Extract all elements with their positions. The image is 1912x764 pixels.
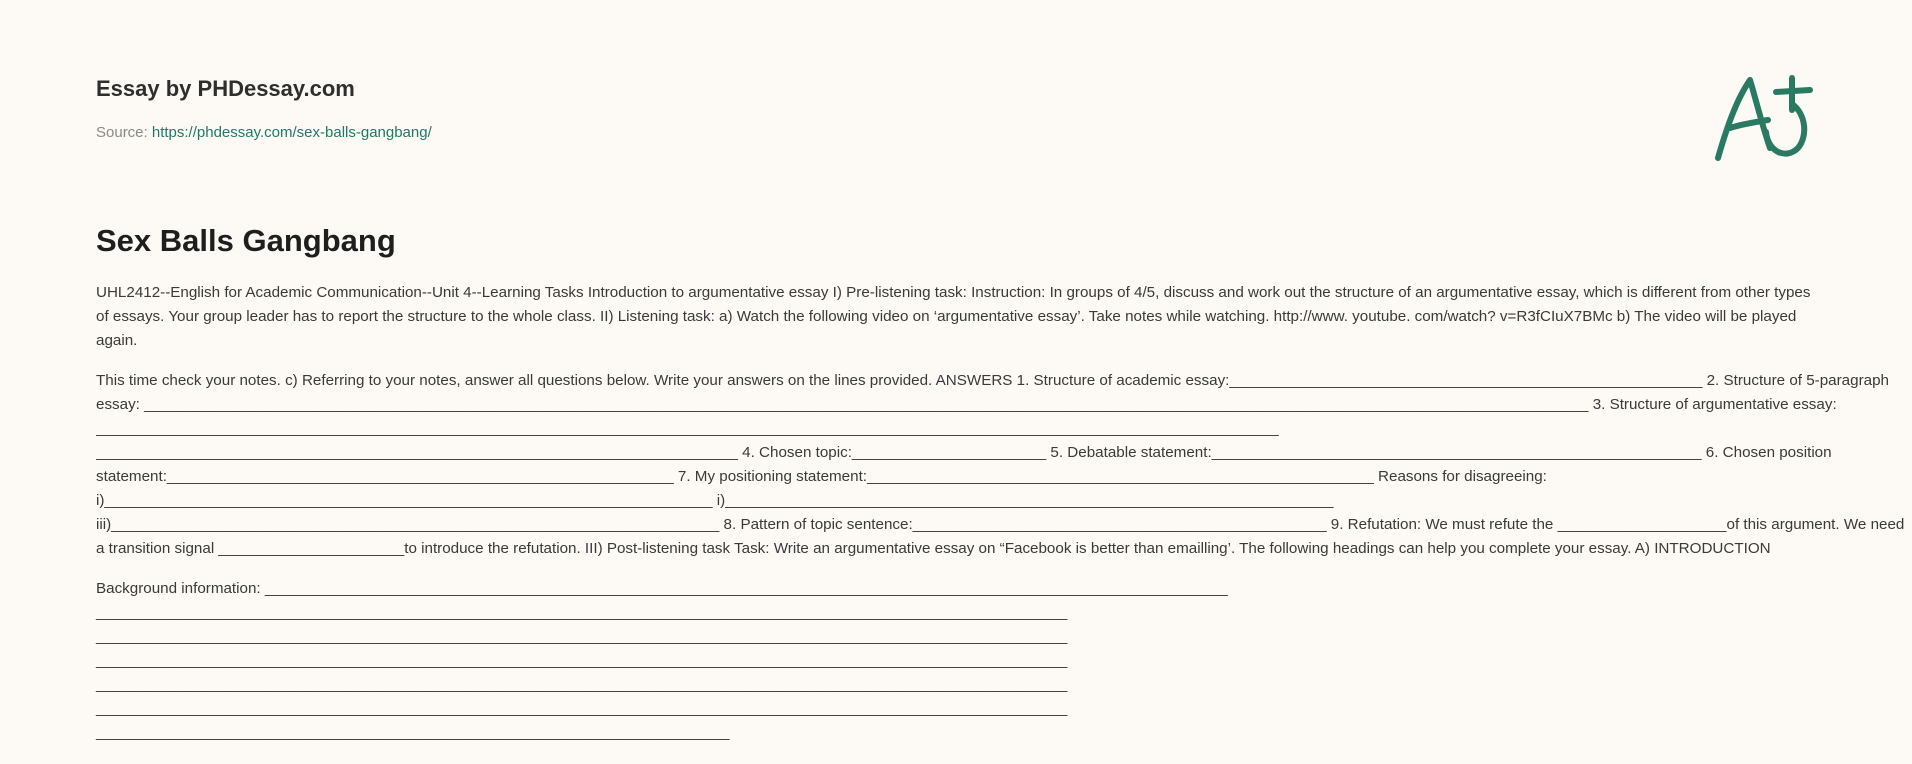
a-plus-logo-icon bbox=[1706, 70, 1816, 166]
essay-paragraph-1: UHL2412--English for Academic Communication--Unit 4--Learning Tasks Introduction to argumentative essay I) Pre-listening task: Instruction: In groups of 4/5, discuss and work out the structure of an argumentative essay, which is different from other types of essays. Your group leader has to report the structure to the whole class. II) Listening task: a) Watch the following video on ‘argumentative essay’. Take notes while watching. http://www. youtube. com/watch? v=R3fCIuX7BMc b) The video will be played again. bbox=[96, 284, 1811, 350]
source-label: Source: bbox=[96, 124, 152, 141]
source-link[interactable]: https://phdessay.com/sex-balls-gangbang/ bbox=[151, 124, 432, 141]
page-header bbox=[96, 0, 1816, 170]
source-line bbox=[96, 124, 432, 141]
essay-paragraph-2: This time check your notes. c) Referring to your notes, answer all questions below. Write your answers on the lines provided. ANSWERS 1. Structure of academic essay:________________________________________________________ 2. Structure of 5-paragraph essay: ___________________________________________________________________________________________________________________________________________________________________________ 3. Structure of argumentative essay: ____________________________________________________________________________________________________________________________________________ ____________________________________________________________________________ 4. Chosen topic:_______________________ 5. Debatable statement:__________________________________________________________ 6. Chosen position statement:____________________________________________________________ 7. My positioning statement:____________________________________________________________ Reasons for disagreeing: i)________________________________________________________________________ i)________________________________________________________________________ iii)________________________________________________________________________ 8. Pattern of topic sentence:_________________________________________________ 9. Refutation: We must refute the ____________________of this argument. We need a transition signal ______________________to introduce the refutation. III) Post-listening task Task: Write an argumentative essay on “Facebook is better than emailling’. The following headings can help you complete your essay. A) INTRODUCTION bbox=[96, 372, 1905, 558]
site-title: Essay by PHDessay.com bbox=[96, 76, 355, 101]
essay-paragraph-3: Background information: __________________________________________________________________________________________________________________ ___________________________________________________________________________________________________________________ ___________________________________________________________________________________________________________________ ___________________________________________________________________________________________________________________ ___________________________________________________________________________________________________________________ ___________________________________________________________________________________________________________________ ___________________________________________________________________________ bbox=[96, 580, 1228, 742]
essay-content bbox=[96, 222, 1906, 761]
essay-title: Sex Balls Gangbang bbox=[96, 223, 396, 258]
